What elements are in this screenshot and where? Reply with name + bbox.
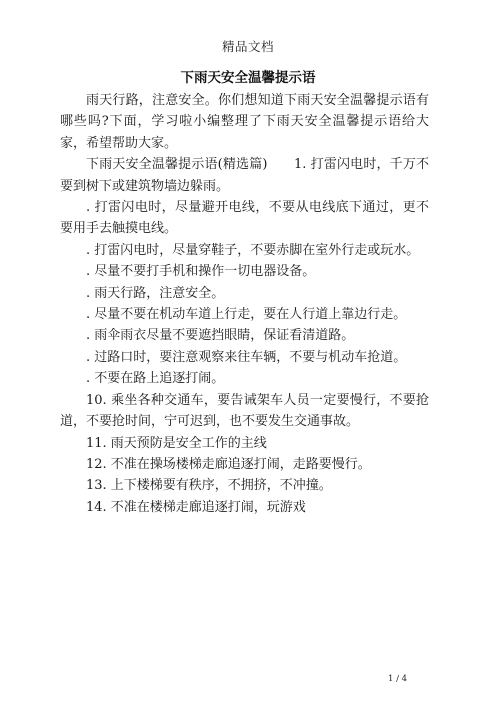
document-title: 下雨天安全温馨提示语	[180, 70, 316, 86]
paragraph-item-14: 14. 不准在楼梯走廊追逐打闹，玩游戏	[86, 499, 306, 515]
paragraph-item-10: 10. 乘坐各种交通车，要告诫架车人员一定要慢行，不要抢道，不要抢时间，宁可迟到，也不要发生交通事故。	[60, 392, 429, 430]
paragraph-item-11: 11. 雨天预防是安全工作的主线	[86, 435, 267, 451]
paragraph-intro: 雨天行路，注意安全。你们想知道下雨天安全温馨提示语有哪些吗?下面，学习啦小编整理了下雨天安全温馨提示语给大家，希望帮助大家。	[60, 93, 429, 151]
paragraph-item-7: . 雨伞雨衣尽量不要遮挡眼睛，保证看清道路。	[86, 328, 355, 344]
page-number: 1 / 4	[388, 674, 408, 684]
document-body	[60, 90, 429, 518]
paragraph-item-13: 13. 上下楼梯要有秩序，不拥挤，不冲撞。	[86, 478, 332, 494]
paragraph-item-2: . 打雷闪电时，尽量避开电线，不要从电线底下通过，更不要用手去触摸电线。	[60, 200, 429, 237]
paragraph-item-6: . 尽量不要在机动车道上行走，要在人行道上靠边行走。	[86, 307, 407, 323]
page-header: 精品文档	[221, 39, 274, 54]
paragraph-item-12: 12. 不准在操场楼梯走廊追逐打闹，走路要慢行。	[86, 456, 371, 472]
paragraph-item-4: . 尽量不要打手机和操作一切电器设备。	[86, 264, 316, 280]
paragraph-item-1: 下雨天安全温馨提示语(精选篇) 1. 打雷闪电时，千万不要到树下或建筑物墙边躲雨。	[60, 157, 429, 194]
paragraph-item-9: . 不要在路上追逐打闹。	[86, 371, 225, 387]
paragraph-item-5: . 雨天行路，注意安全。	[86, 285, 225, 301]
paragraph-item-8: . 过路口时，要注意观察来往车辆，不要与机动车抢道。	[86, 349, 407, 365]
paragraph-item-3: . 打雷闪电时，尽量穿鞋子，不要赤脚在室外行走或玩水。	[86, 242, 420, 258]
